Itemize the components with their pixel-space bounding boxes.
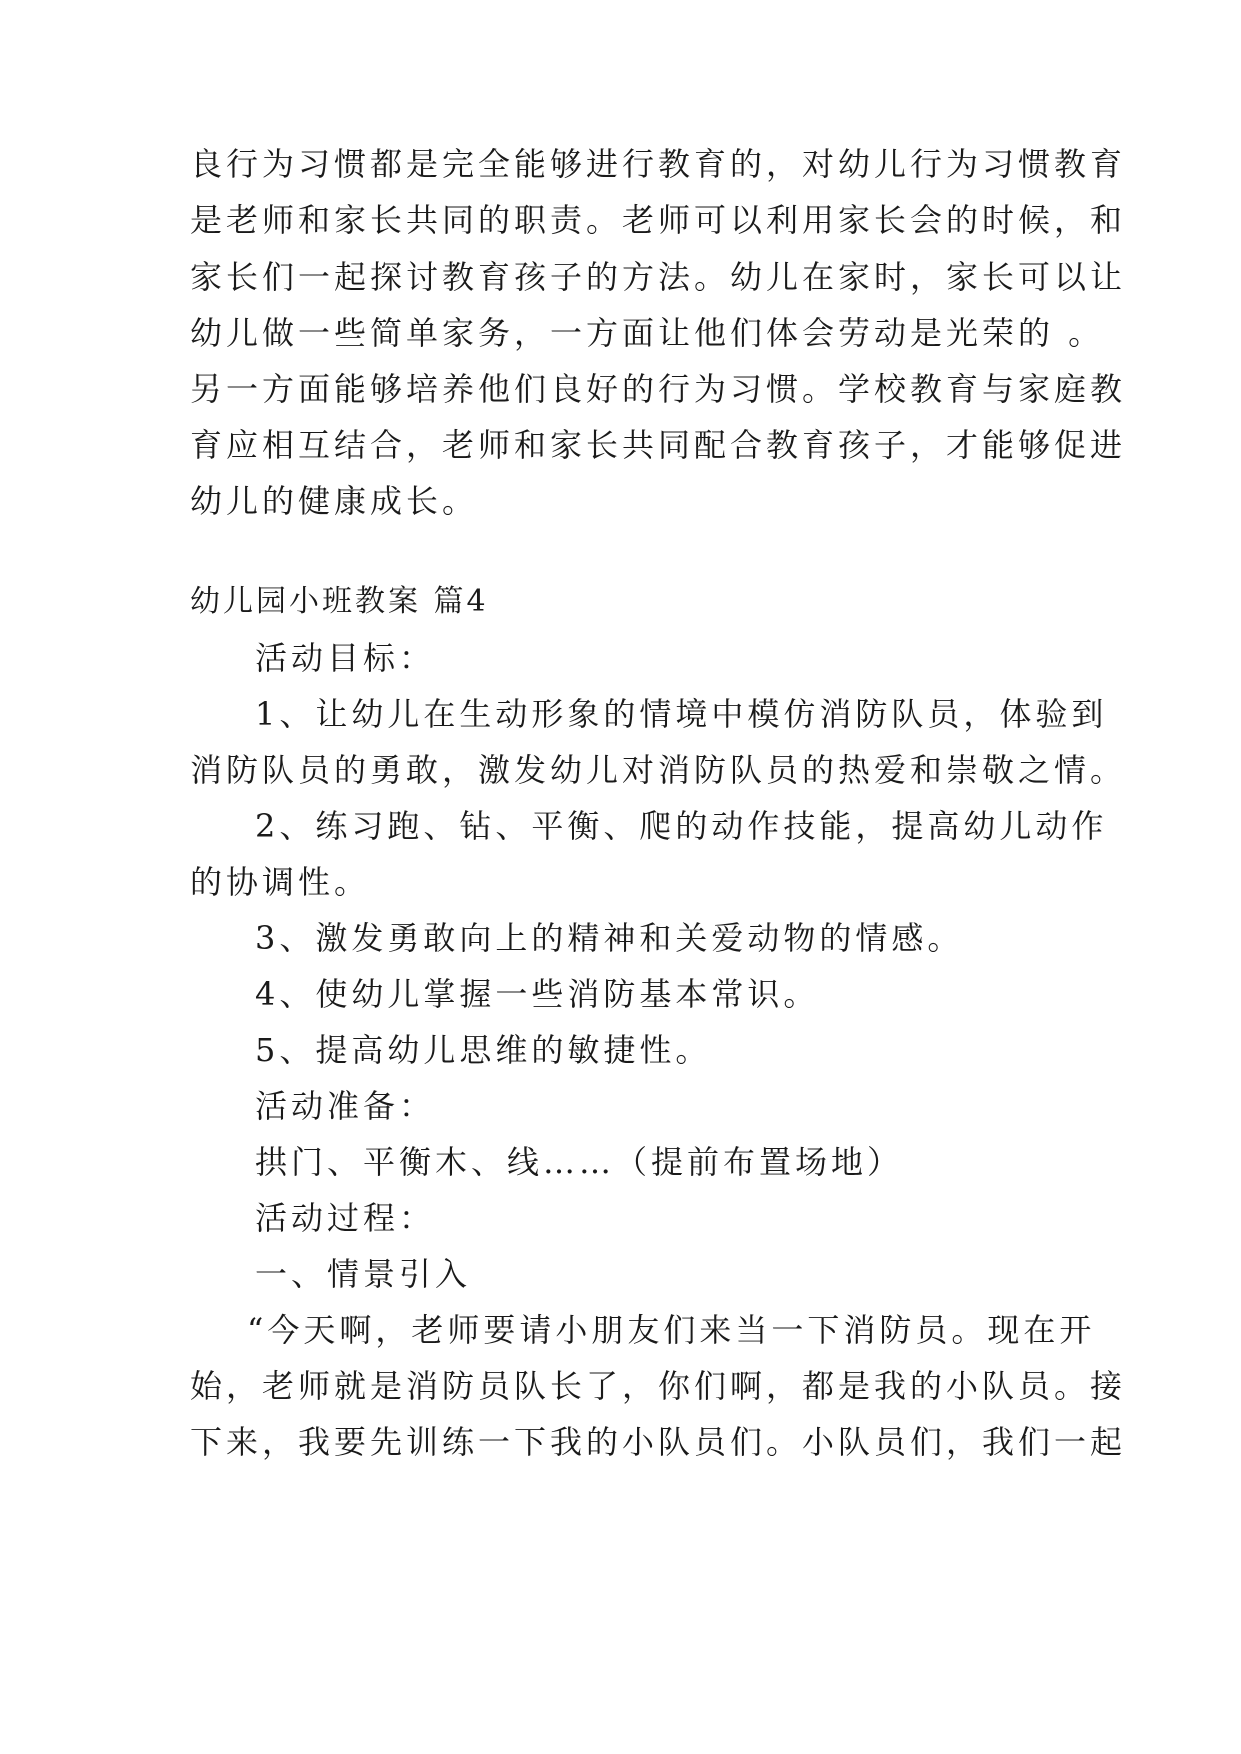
goal-1-line-1: 1、让幼儿在生动形象的情境中模仿消防队员，体验到	[255, 695, 1108, 733]
prep-heading: 活动准备：	[255, 1087, 436, 1125]
goal-5: 5、提高幼儿思维的敏捷性。	[255, 1031, 712, 1069]
goal-1-line-2: 消防队员的勇敢，激发幼儿对消防队员的热爱和崇敬之情。	[190, 751, 1127, 789]
goal-2-line-2: 的协调性。	[190, 863, 371, 901]
process-heading: 活动过程：	[255, 1199, 436, 1237]
goal-4: 4、使幼儿掌握一些消防基本常识。	[255, 975, 820, 1013]
intro-line-1: 良行为习惯都是完全能够进行教育的，对幼儿行为习惯教育	[190, 145, 1127, 183]
section-title: 幼儿园小班教案 篇4	[190, 584, 489, 619]
goal-2-line-1: 2、练习跑、钻、平衡、爬的动作技能，提高幼儿动作	[255, 807, 1108, 845]
intro-line-7: 幼儿的健康成长。	[190, 482, 479, 520]
intro-line-6: 育应相互结合，老师和家长共同配合教育孩子，才能够促进	[190, 426, 1127, 464]
goals-heading: 活动目标：	[255, 639, 436, 677]
intro-line-3: 家长们一起探讨教育孩子的方法。幼儿在家时，家长可以让	[190, 258, 1127, 296]
intro-line-2: 是老师和家长共同的职责。老师可以利用家长会的时候，和	[190, 201, 1127, 239]
prep-text: 拱门、平衡木、线……（提前布置场地）	[255, 1143, 904, 1181]
step-1-line-1: “今天啊，老师要请小朋友们来当一下消防员。现在开	[247, 1311, 1096, 1349]
intro-line-4: 幼儿做一些简单家务，一方面让他们体会劳动是光荣的 。	[190, 314, 1105, 352]
goal-3: 3、激发勇敢向上的精神和关爱动物的情感。	[255, 919, 964, 957]
intro-line-5: 另一方面能够培养他们良好的行为习惯。学校教育与家庭教	[190, 370, 1127, 408]
step-1-heading: 一、情景引入	[255, 1255, 472, 1293]
step-1-line-2: 始，老师就是消防员队长了，你们啊，都是我的小队员。接	[190, 1367, 1127, 1405]
step-1-line-3: 下来，我要先训练一下我的小队员们。小队员们，我们一起	[190, 1423, 1127, 1461]
